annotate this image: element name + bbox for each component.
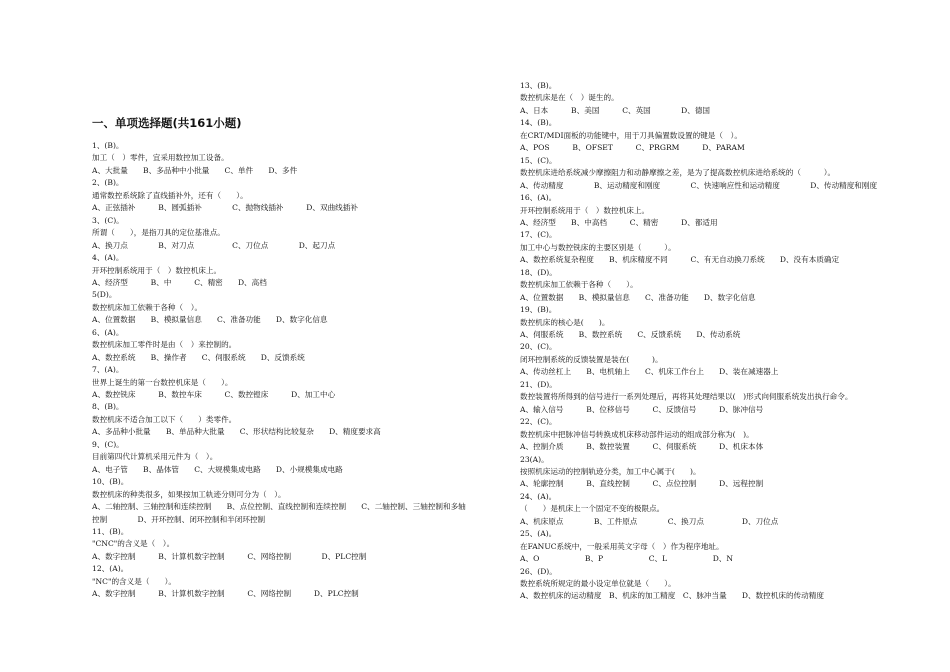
question-line: 6、(A)。 — [92, 327, 124, 337]
question-line: 数控机床的核心是( )。 — [520, 317, 610, 327]
question-line: A、正弦插补 B、圆弧插补 C、抛物线插补 D、双曲线插补 — [92, 203, 358, 213]
question-line: 数控机床中把脉冲信号转换成机床移动部件运动的组成部分称为( )。 — [520, 429, 754, 439]
question-line: 10、(B)。 — [92, 477, 129, 487]
question-line: A、传动丝杠上 B、电机轴上 C、机床工作台上 D、装在减速器上 — [520, 367, 779, 377]
question-line: A、控制介质 B、数控装置 C、伺服系统 D、机床本体 — [520, 442, 764, 452]
question-line: "NC"的含义是（ ）。 — [92, 576, 176, 586]
question-line: A、数字控制 B、计算机数字控制 C、网络控制 D、PLC控制 — [92, 589, 359, 599]
question-line: A、输入信号 B、位移信号 C、反馈信号 D、脉冲信号 — [520, 404, 764, 414]
question-line: A、位置数据 B、模拟量信息 C、准备功能 D、数字化信息 — [520, 292, 756, 302]
question-line: 控制 D、开环控制、闭环控制和半闭环控制 — [92, 514, 266, 524]
question-line: 数控机床加工零件时是由（ ）来控制的。 — [92, 340, 237, 350]
question-line: 数控系统所规定的最小设定单位就是（ ）。 — [520, 579, 676, 588]
question-line: 18、(D)。 — [520, 267, 557, 277]
question-line: 11、(B)。 — [92, 526, 129, 536]
question-line: "CNC"的含义是（ ）。 — [92, 539, 175, 549]
question-line: 所谓（ ），是指刀具的定位基准点。 — [92, 228, 225, 238]
question-line: A、数控系统 B、操作者 C、伺服系统 D、反馈系统 — [92, 352, 305, 362]
question-line: 13、(B)。 — [520, 81, 557, 90]
question-line: 数控机床加工依赖于各种（ ）。 — [520, 280, 638, 290]
question-line: A、轮廓控制 B、直线控制 C、点位控制 D、远程控制 — [520, 479, 764, 489]
question-line: A、电子管 B、晶体管 C、大规模集成电路 D、小规模集成电路 — [92, 464, 343, 474]
question-line: 数控机床不适合加工以下（ ）类零件。 — [92, 414, 237, 424]
question-line: 22、(C)。 — [520, 417, 557, 427]
question-line: 数控机床的种类很多，如果按加工轨迹分则可分为（ ）。 — [92, 489, 286, 499]
question-line: 1、(B)。 — [92, 141, 124, 150]
question-line: A、伺服系统 B、数控系统 C、反馈系统 D、传动系统 — [520, 330, 741, 339]
question-line: 数控装置将所得到的信号进行一系列处理后，再将其处理结果以( )形式向伺服系统发出执行命令。 — [520, 392, 853, 402]
question-line: 数控机床加工依赖于各种（ ）。 — [92, 302, 203, 312]
question-line: A、经济型 B、中高档 C、精密 D、都适用 — [520, 217, 718, 227]
question-line: 20、(C)。 — [520, 342, 557, 352]
section-heading: 一、单项选择题(共161小题) — [92, 116, 242, 130]
question-line: 加工中心与数控铣床的主要区别是（ ）。 — [520, 242, 676, 252]
question-line: A、日本 B、美国 C、英国 D、德国 — [520, 105, 711, 115]
question-line: 25、(A)。 — [520, 529, 557, 539]
question-line: A、O B、P C、L D、N — [520, 554, 734, 564]
question-line: A、换刀点 B、对刀点 C、刀位点 D、起刀点 — [92, 240, 336, 250]
question-line: 数控机床是在（ ）诞生的。 — [520, 93, 619, 103]
question-line: 开环控制系统用于（ ）数控机床上。 — [520, 205, 650, 215]
question-line: 加工（ ）零件，宜采用数控加工设备。 — [92, 153, 229, 163]
question-line: A、二轴控制、三轴控制和连续控制 B、点位控制、直线控制和连续控制 C、二轴控制、三轴控制和多轴 — [92, 502, 466, 512]
question-line: 2、(B)。 — [92, 178, 124, 188]
question-line: A、多品种小批量 B、单品种大批量 C、形状结构比较复杂 D、精度要求高 — [92, 427, 381, 437]
question-line: 在CRT/MDI面板的功能键中，用于刀具偏置数设置的键是（ ）。 — [520, 130, 742, 140]
question-line: 24、(A)。 — [520, 491, 557, 501]
question-line: 世界上诞生的第一台数控机床是（ ）。 — [92, 377, 233, 387]
question-line: 通常数控系统除了直线插补外，还有（ ）。 — [92, 190, 248, 200]
question-line: A、数字控制 B、计算机数字控制 C、网络控制 D、PLC控制 — [92, 551, 367, 561]
question-line: （ ）是机床上一个固定不变的极限点。 — [520, 504, 665, 514]
question-line: 在FANUC系统中，一般采用英文字母（ ）作为程序地址。 — [520, 541, 724, 551]
question-line: 3、(C)。 — [92, 215, 124, 225]
question-line: 23(A)。 — [520, 454, 549, 464]
question-line: 5(D)。 — [92, 290, 117, 300]
question-line: 开环控制系统用于（ ）数控机床上。 — [92, 265, 222, 275]
question-line: 7、(A)。 — [92, 365, 124, 375]
question-line: A、大批量 B、多品种中小批量 C、单件 D、多件 — [92, 165, 298, 175]
question-line: 17、(C)。 — [520, 230, 557, 240]
question-line: 12、(A)。 — [92, 564, 129, 574]
question-line: 21、(D)。 — [520, 379, 557, 389]
question-line: 按照机床运动的控制轨迹分类，加工中心属于( )。 — [520, 466, 701, 476]
question-line: 9、(C)。 — [92, 439, 124, 449]
question-line: 8、(B)。 — [92, 402, 124, 412]
question-line: A、机床原点 B、工件原点 C、换刀点 D、刀位点 — [520, 516, 779, 526]
question-line: 16、(A)。 — [520, 193, 557, 203]
question-line: 19、(B)。 — [520, 305, 557, 315]
question-line: 4、(A)。 — [92, 253, 124, 263]
question-line: 目前第四代计算机采用元件为（ ）。 — [92, 452, 218, 462]
question-line: A、经济型 B、中 C、精密 D、高档 — [92, 277, 267, 287]
question-line: A、数控铣床 B、数控车床 C、数控镗床 D、加工中心 — [92, 390, 336, 399]
question-line: 26、(D)。 — [520, 566, 557, 576]
question-line: A、位置数据 B、模拟量信息 C、准备功能 D、数字化信息 — [92, 315, 328, 325]
question-line: A、传动精度 B、运动精度和刚度 C、快速响应性和运动精度 D、传动精度和刚度 — [520, 180, 878, 190]
question-line: 闭环控制系统的反馈装置是装在( )。 — [520, 354, 663, 364]
question-line: A、数控系统复杂程度 B、机床精度不同 C、有无自动换刀系统 D、没有本质确定 — [520, 255, 840, 265]
question-line: 14、(B)。 — [520, 118, 557, 128]
question-line: 数控机床进给系统减少摩擦阻力和动静摩擦之差，是为了提高数控机床进给系统的（ ）。 — [520, 168, 836, 178]
question-line: 15、(C)。 — [520, 155, 557, 165]
question-line: A、POS B、OFSET C、PRGRM D、PARAM — [520, 143, 745, 153]
question-line: A、数控机床的运动精度 B、机床的加工精度 C、脉冲当量 D、数控机床的传动精度 — [520, 591, 824, 601]
